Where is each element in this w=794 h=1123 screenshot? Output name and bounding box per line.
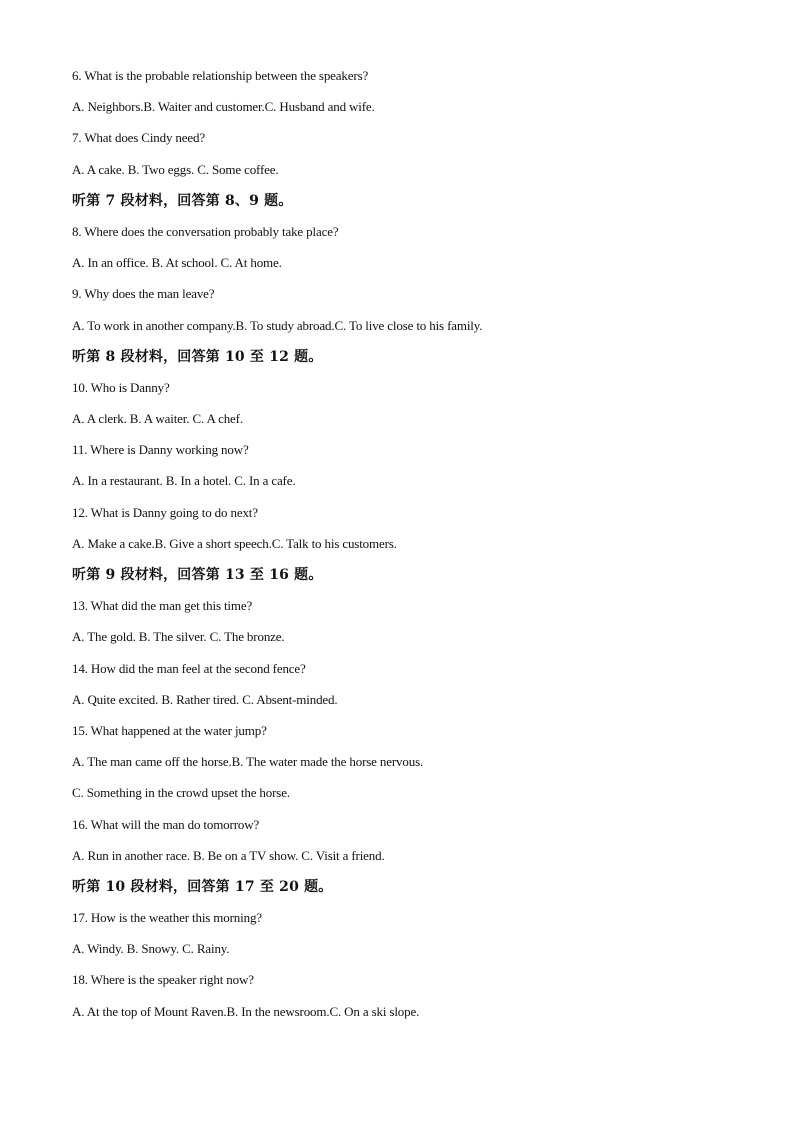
document-page: [72, 66, 762, 1033]
options-line: A. Make a cake.B. Give a short speech.C. Talk to his customers.: [72, 535, 397, 551]
section-heading: 听第 10 段材料，回答第 17 至 20 题。: [72, 878, 333, 895]
options-line: A. In a restaurant. B. In a hotel. C. In a cafe.: [72, 473, 296, 489]
question-line: 8. Where does the conversation probably take place?: [72, 223, 339, 239]
question-line: 12. What is Danny going to do next?: [72, 504, 258, 520]
question-line: 18. Where is the speaker right now?: [72, 972, 254, 988]
question-line: 9. Why does the man leave?: [72, 286, 215, 302]
question-line: 13. What did the man get this time?: [72, 598, 253, 614]
section-heading: 听第 9 段材料，回答第 13 至 16 题。: [72, 567, 323, 583]
options-line: C. Something in the crowd upset the horse.: [72, 785, 290, 801]
question-line: 14. How did the man feel at the second fence?: [72, 660, 306, 676]
section-heading: 听第 7 段材料，回答第 8、9 题。: [72, 192, 293, 209]
question-line: 16. What will the man do tomorrow?: [72, 816, 260, 832]
options-line: A. Run in another race. B. Be on a TV show. C. Visit a friend.: [72, 847, 385, 863]
question-line: 17. How is the weather this morning?: [72, 910, 262, 926]
options-line: A. In an office. B. At school. C. At home.: [72, 255, 282, 271]
options-line: A. To work in another company.B. To study abroad.C. To live close to his family.: [72, 317, 483, 333]
section-heading: 听第 8 段材料，回答第 10 至 12 题。: [72, 348, 323, 365]
question-line: 15. What happened at the water jump?: [72, 722, 267, 738]
options-line: A. The gold. B. The silver. C. The bronze.: [72, 629, 285, 645]
question-line: 10. Who is Danny?: [72, 379, 170, 395]
options-line: A. A clerk. B. A waiter. C. A chef.: [72, 411, 243, 427]
options-line: A. A cake. B. Two eggs. C. Some coffee.: [72, 161, 279, 177]
options-line: A. Quite excited. B. Rather tired. C. Absent-minded.: [72, 691, 338, 707]
options-line: A. Neighbors.B. Waiter and customer.C. Husband and wife.: [72, 99, 375, 115]
question-line: 7. What does Cindy need?: [72, 130, 205, 146]
options-line: A. The man came off the horse.B. The water made the horse nervous.: [72, 754, 424, 770]
question-line: 6. What is the probable relationship between the speakers?: [72, 68, 369, 83]
options-line: A. Windy. B. Snowy. C. Rainy.: [72, 941, 230, 957]
question-line: 11. Where is Danny working now?: [72, 442, 249, 458]
options-line: A. At the top of Mount Raven.B. In the newsroom.C. On a ski slope.: [72, 1003, 420, 1019]
